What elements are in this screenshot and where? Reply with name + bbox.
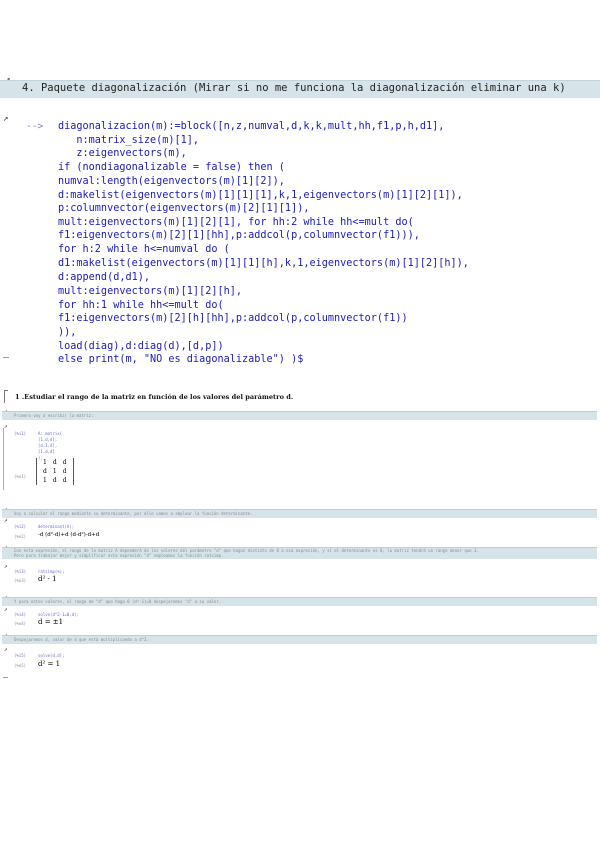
output-label: (%o3)	[14, 578, 27, 583]
matrix-entry: 1	[43, 459, 47, 466]
code-line: n:matrix_size(m)[1],	[58, 135, 200, 146]
input-label: (%i1)	[14, 431, 27, 436]
comment-text: Despejaremos d, valor de d que está multiplicando a d^2.	[14, 637, 149, 642]
output-label: (%o1)	[14, 474, 27, 479]
code-line: )),	[58, 327, 77, 338]
input-code-line: [1,d,d],	[38, 437, 58, 442]
code-line: else print(m, "NO es diagonalizable") )$	[58, 354, 304, 365]
input-code-line: [d,1,d],	[38, 443, 58, 448]
code-line: f1:eigenvectors(m)[2][h][hh],p:addcol(p,columnvector(f1))	[58, 313, 408, 324]
input-code[interactable]: solve(d,d);	[38, 653, 65, 658]
output-expression: d² = 1	[38, 660, 61, 668]
code-line: z:eigenvectors(m),	[58, 148, 187, 159]
code-line: d1:makelist(eigenvectors(m)[1][1][h],k,1,eigenvectors(m)[1][2][h]),	[58, 258, 469, 269]
matrix-entry: 1	[52, 468, 57, 475]
code-line: d:makelist(eigenvectors(m)[1][1][1],k,1,eigenvectors(m)[1][2][1]),	[58, 190, 463, 201]
input-code[interactable]	[38, 431, 62, 461]
input-code-line: A: matrix(	[38, 431, 63, 436]
worksheet-title: 1 .Estudiar el rango de la matriz en función de los valores del parámetro d.	[15, 393, 294, 401]
code-line: f1:eigenvectors(m)[2][1][hh],p:addcol(p,columnvector(f1))),	[58, 230, 420, 241]
comment-text: Y para estos valores, el rango de "d" que haga 0 (d²-1)=0 despejaremos "d" a su valor.	[14, 599, 222, 604]
matrix-entry: d	[52, 459, 57, 466]
section-title: 4. Paquete diagonalización (Mirar si no me funciona la diagonalización eliminar una k)	[22, 82, 566, 94]
input-code[interactable]: solve(d^2-1=0,d);	[38, 612, 79, 617]
cell-end-marker	[3, 357, 9, 358]
code-line: diagonalizacion(m):=block([n,z,numval,d,k,k,mult,hh,f1,p,h,d1],	[58, 121, 445, 132]
cell-marker-icon: ↗	[4, 606, 8, 613]
code-line: mult:eigenvectors(m)[1][2][1], for hh:2 while hh<=mult do(	[58, 217, 414, 228]
matrix-entry: d	[52, 477, 57, 484]
code-line: d:append(d,d1),	[58, 272, 151, 283]
cell-marker-icon: ↗	[3, 114, 9, 124]
cell-marker-icon: ↗	[4, 563, 8, 570]
comment-text: Voy a calcular el rango mediante su determinante, por ello vamos a emplear la función determinante.	[14, 511, 253, 516]
input-arrow-prompt: -->	[26, 121, 44, 132]
output-label: (%o2)	[14, 534, 27, 539]
code-line: numval:length(eigenvectors(m)[1][2]),	[58, 176, 285, 187]
output-expression: d² - 1	[38, 575, 57, 583]
matrix-entry: d	[62, 459, 67, 466]
code-line: mult:eigenvectors(m)[1][2][h],	[58, 286, 243, 297]
input-label: (%i3)	[14, 569, 27, 574]
code-line: if (nondiagonalizable = false) then (	[58, 162, 285, 173]
input-label: (%i4)	[14, 612, 27, 617]
input-label: (%i2)	[14, 524, 27, 529]
output-label: (%o5)	[14, 663, 27, 668]
input-code-line: );	[38, 455, 43, 460]
comment-text: Pero para trabajar mejor y simplificar esta expresión "d" empleamos la función ratsimp.	[14, 553, 224, 558]
text-cell-bracket	[4, 390, 8, 403]
matrix-entry: d	[62, 477, 67, 484]
matrix-entry: d	[62, 468, 67, 475]
cell-marker-icon: ↗	[4, 423, 8, 430]
cell-end-marker	[3, 677, 8, 678]
cell-marker-icon: ↗	[4, 646, 8, 653]
comment-text: Con esta expresión, el rango de la matriz A dependerá de los valores del parámetro "d" que hagan distinto de 0 a esa expresión, y si el determinante es 0, la matriz tendrá un rango menor que 3.	[14, 548, 479, 553]
output-matrix	[36, 458, 74, 485]
input-code[interactable]: ratsimp(%);	[38, 569, 65, 574]
output-expression: d = ±1	[38, 618, 64, 626]
input-code-line: [1,d,d]	[38, 449, 55, 454]
code-line: p:columnvector(eigenvectors(m)[2][1][1]),	[58, 203, 310, 214]
code-line: for h:2 while h<=numval do (	[58, 244, 230, 255]
cell-bracket	[3, 428, 4, 490]
input-code[interactable]: determinant(A);	[38, 524, 75, 529]
cell-marker-icon: ↗	[4, 517, 8, 524]
code-line: load(diag),d:diag(d),[d,p])	[58, 341, 224, 352]
matrix-entry: d	[43, 468, 47, 475]
comment-text: Primero voy a escribir la matriz:	[14, 413, 94, 418]
output-expression: -d (d²-d)+d (d-d²)-d+d	[38, 532, 100, 538]
code-line: for hh:1 while hh<=mult do(	[58, 300, 224, 311]
output-label: (%o4)	[14, 621, 27, 626]
matrix-entry: 1	[43, 477, 47, 484]
input-label: (%i5)	[14, 653, 27, 658]
